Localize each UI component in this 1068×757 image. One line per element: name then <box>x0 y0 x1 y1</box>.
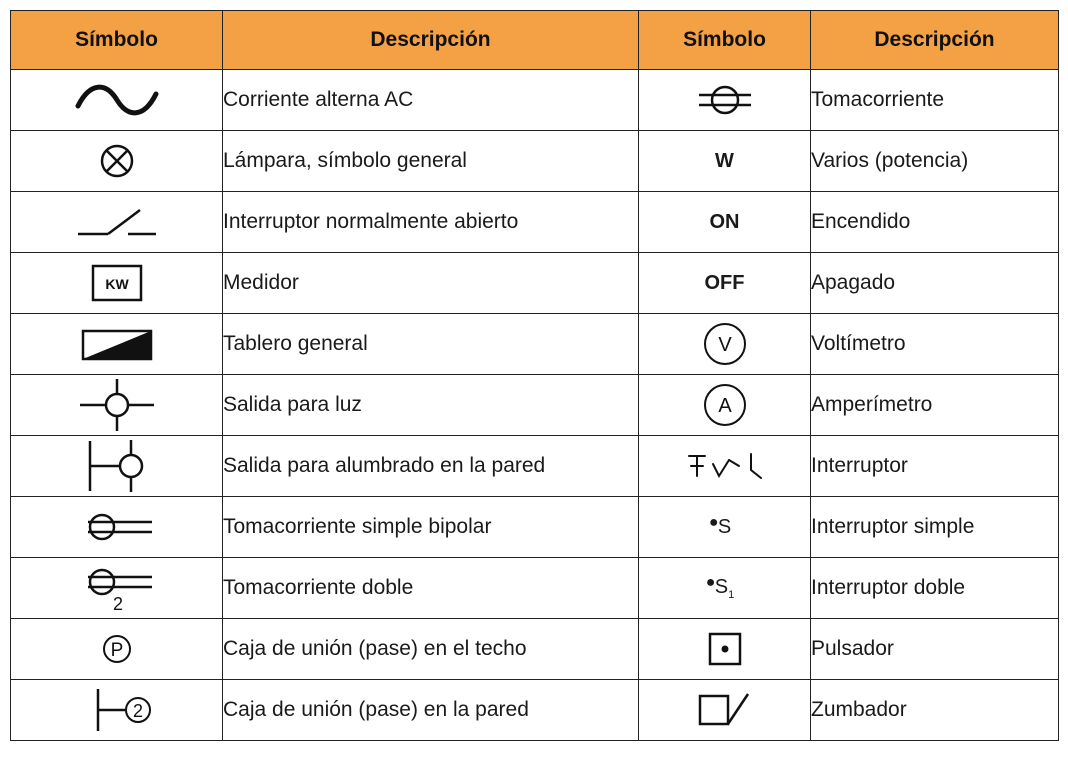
panel-icon <box>77 324 157 364</box>
pushbutton-icon <box>705 629 745 669</box>
description-cell: Amperímetro <box>811 375 1059 436</box>
header-description-1: Descripción <box>223 11 639 70</box>
symbol-cell <box>11 131 223 192</box>
switch-handdrawn-icon <box>675 446 775 486</box>
wall-box-label: 2 <box>132 701 143 721</box>
buzzer-icon <box>690 690 760 730</box>
description-cell: Caja de unión (pase) en la pared <box>223 680 639 741</box>
ceiling-box-icon <box>97 629 137 669</box>
wall-box-icon <box>72 685 162 735</box>
symbol-cell <box>11 436 223 497</box>
ceiling-box-label: P <box>110 640 123 661</box>
symbol-cell <box>11 558 223 619</box>
double-outlet-icon <box>72 562 162 614</box>
switch-simple-icon: ● S <box>708 513 732 538</box>
description-cell: Medidor <box>223 253 639 314</box>
meter-icon <box>89 263 145 303</box>
symbol-cell <box>11 70 223 131</box>
description-cell: Apagado <box>811 253 1059 314</box>
symbol-cell <box>639 497 811 558</box>
table-row <box>11 436 1059 497</box>
symbol-cell <box>639 558 811 619</box>
symbol-w: W <box>639 131 811 192</box>
double-outlet-label: 2 <box>112 594 123 614</box>
description-cell: Varios (potencia) <box>811 131 1059 192</box>
header-symbol-2: Símbolo <box>639 11 811 70</box>
light-outlet-icon <box>72 377 162 433</box>
symbols-table <box>10 10 1059 741</box>
description-cell: Tomacorriente simple bipolar <box>223 497 639 558</box>
table-row <box>11 70 1059 131</box>
table-row <box>11 253 1059 314</box>
description-cell: Tablero general <box>223 314 639 375</box>
table-row <box>11 680 1059 741</box>
table-row <box>11 314 1059 375</box>
switch-double-icon: ● $S_1$ <box>705 573 735 601</box>
symbol-cell <box>11 680 223 741</box>
ammeter-icon <box>700 380 750 430</box>
symbol-cell <box>639 375 811 436</box>
description-cell: Interruptor doble <box>811 558 1059 619</box>
voltmeter-label: V <box>717 334 732 356</box>
description-cell: Interruptor normalmente abierto <box>223 192 639 253</box>
voltmeter-icon <box>700 319 750 369</box>
switch-double-subscript: 1 <box>728 588 735 601</box>
symbol-cell <box>11 619 223 680</box>
symbol-cell <box>639 680 811 741</box>
symbol-off: OFF <box>639 253 811 314</box>
description-cell: Zumbador <box>811 680 1059 741</box>
table-row <box>11 375 1059 436</box>
table-row <box>11 497 1059 558</box>
single-outlet-icon <box>72 507 162 547</box>
table-row <box>11 558 1059 619</box>
symbol-cell <box>639 436 811 497</box>
ammeter-label: A <box>717 395 732 417</box>
description-cell: Salida para luz <box>223 375 639 436</box>
symbol-cell <box>11 375 223 436</box>
ac-wave-icon <box>72 80 162 120</box>
description-cell: Tomacorriente <box>811 70 1059 131</box>
lamp-icon <box>97 141 137 181</box>
symbol-cell <box>11 253 223 314</box>
table-row <box>11 192 1059 253</box>
description-cell: Voltímetro <box>811 314 1059 375</box>
table-row <box>11 131 1059 192</box>
switch-simple-label: S <box>717 515 732 538</box>
wall-light-icon <box>72 437 162 495</box>
symbol-cell <box>639 70 811 131</box>
symbol-cell <box>11 192 223 253</box>
table-row <box>11 619 1059 680</box>
description-cell: Caja de unión (pase) en el techo <box>223 619 639 680</box>
description-cell: Interruptor simple <box>811 497 1059 558</box>
switch-open-icon <box>72 202 162 242</box>
symbol-cell <box>11 314 223 375</box>
description-cell: Pulsador <box>811 619 1059 680</box>
symbol-on: ON <box>639 192 811 253</box>
symbol-cell <box>639 619 811 680</box>
switch-double-label: S <box>714 575 729 598</box>
description-cell: Encendido <box>811 192 1059 253</box>
header-description-2: Descripción <box>811 11 1059 70</box>
description-cell: Tomacorriente doble <box>223 558 639 619</box>
symbol-cell <box>11 497 223 558</box>
outlet-icon <box>685 80 765 120</box>
header-symbol-1: Símbolo <box>11 11 223 70</box>
header-row <box>11 11 1059 70</box>
description-cell: Salida para alumbrado en la pared <box>223 436 639 497</box>
meter-label: KW <box>104 276 129 292</box>
description-cell: Corriente alterna AC <box>223 70 639 131</box>
description-cell: Interruptor <box>811 436 1059 497</box>
description-cell: Lámpara, símbolo general <box>223 131 639 192</box>
symbol-cell <box>639 314 811 375</box>
